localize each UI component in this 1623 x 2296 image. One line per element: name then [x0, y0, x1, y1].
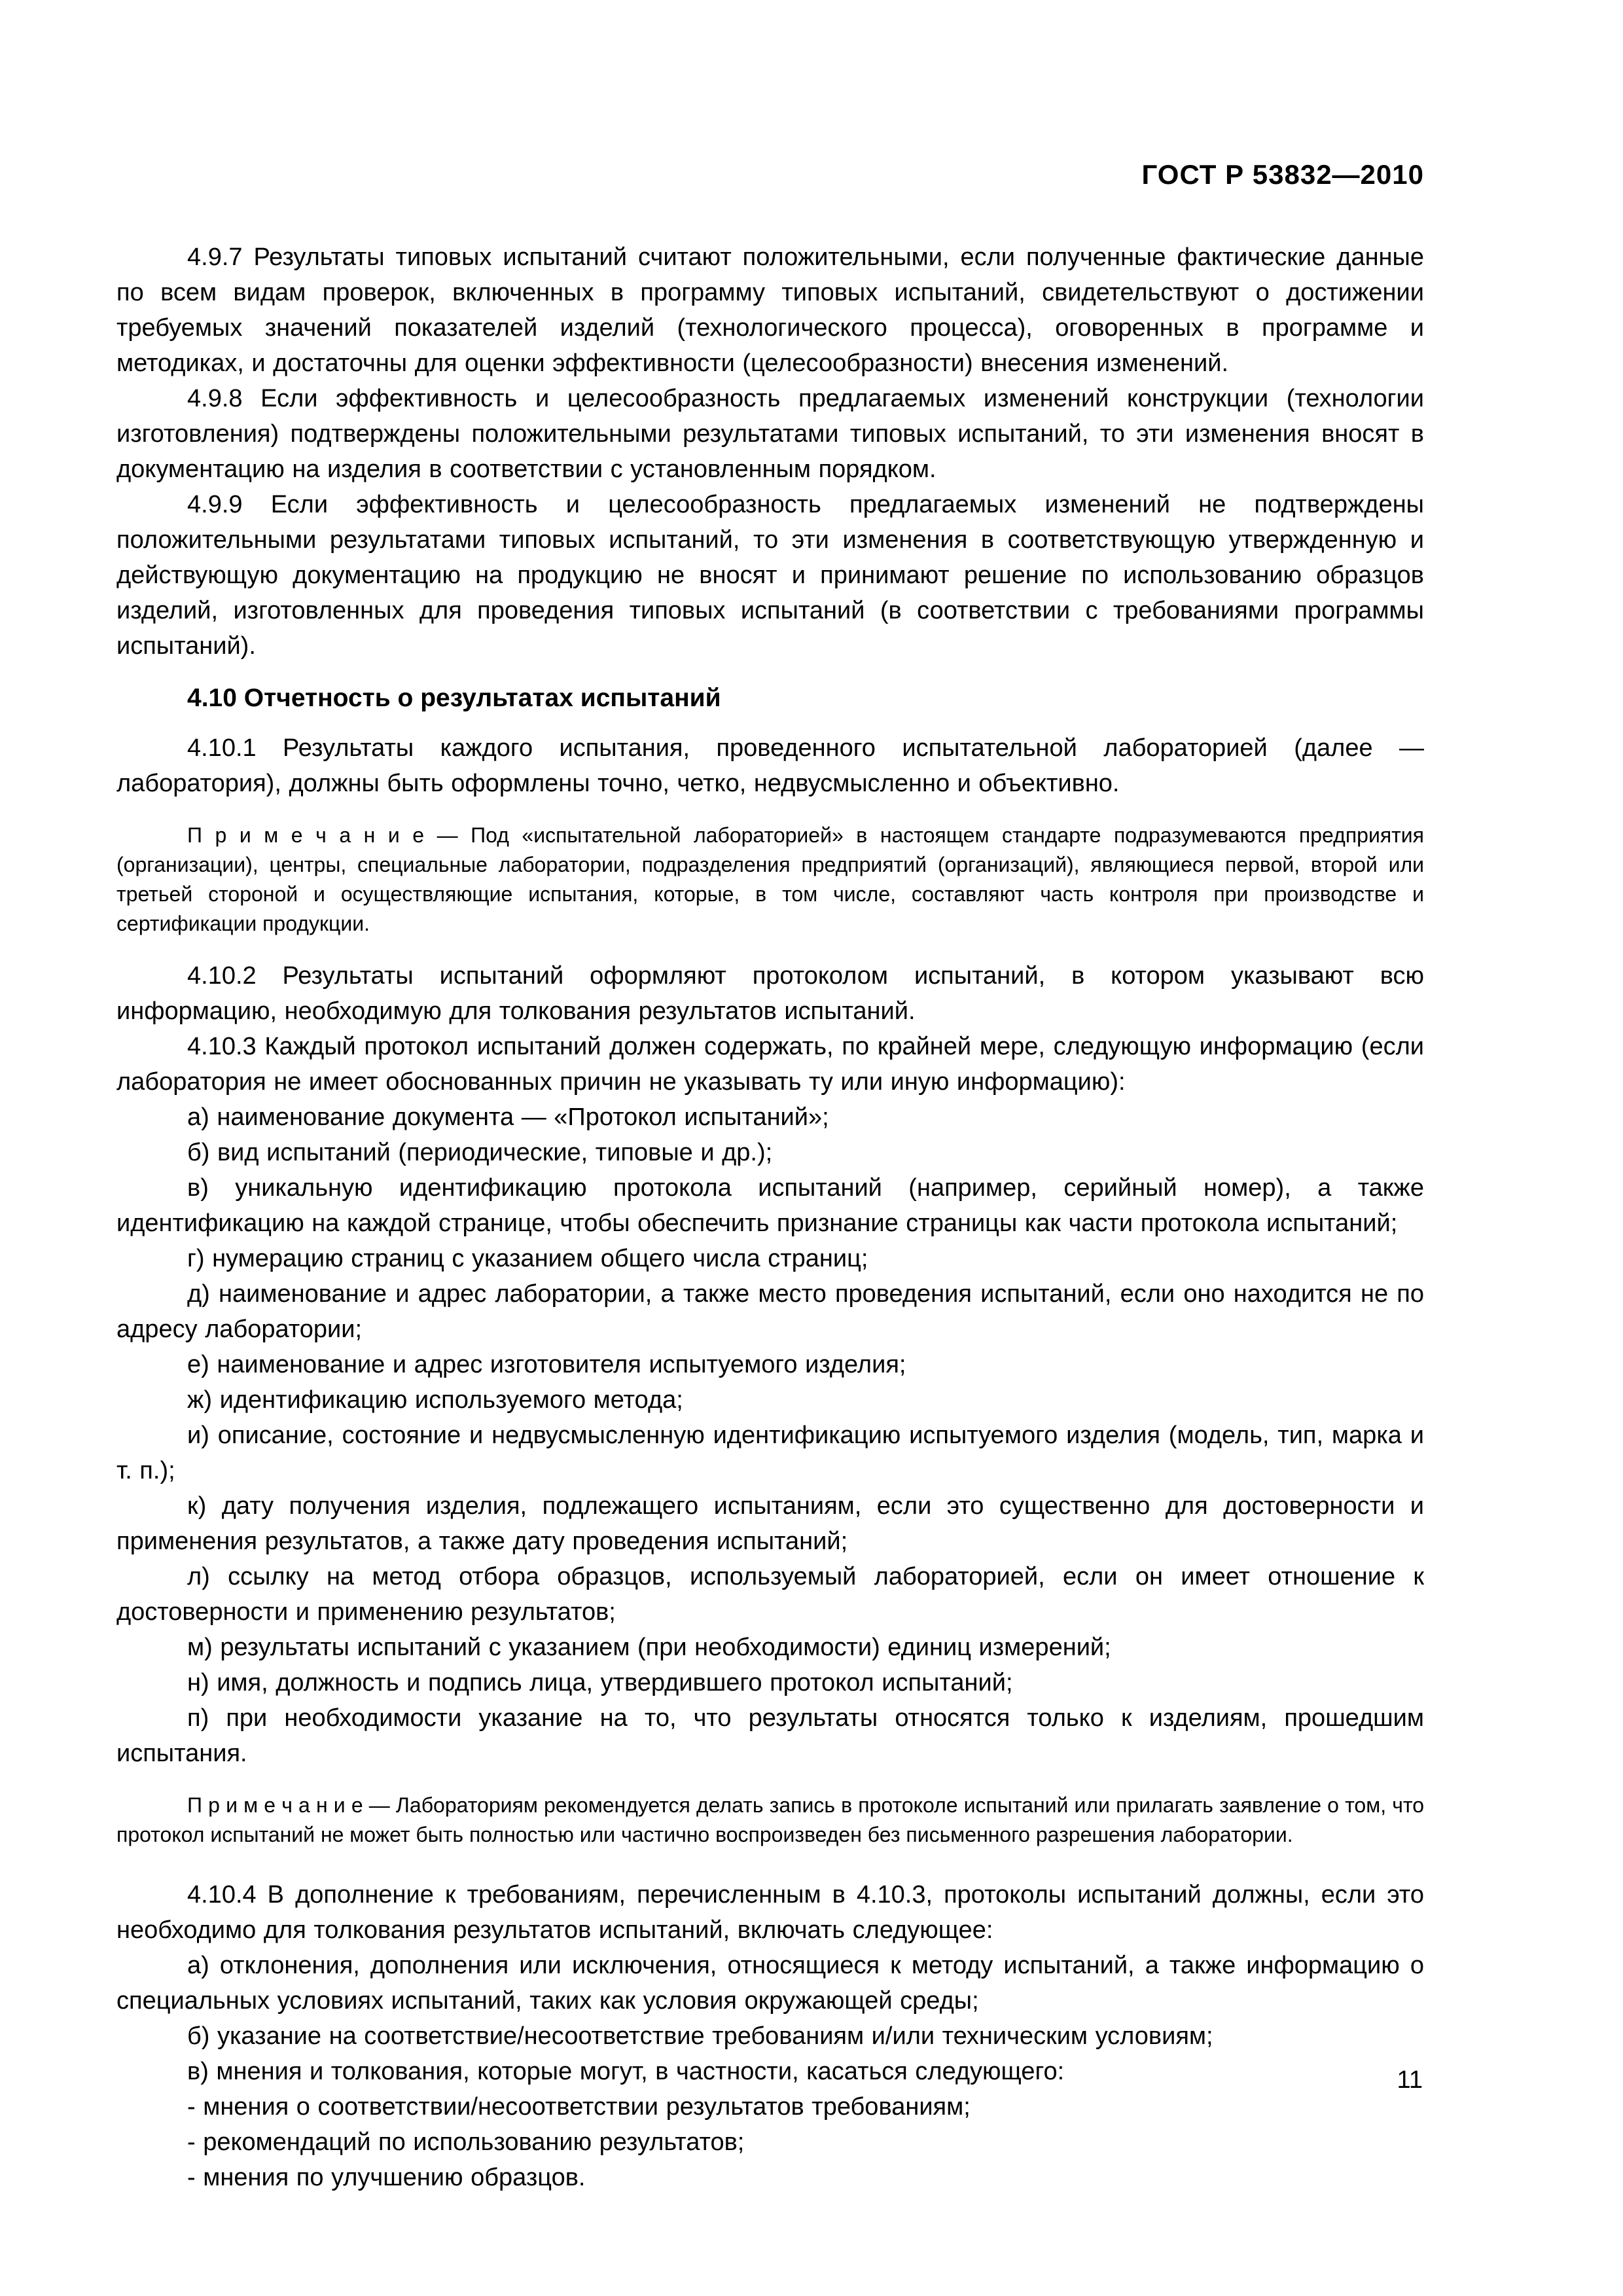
para-4-10-3: 4.10.3 Каждый протокол испытаний должен содержать, по крайней мере, следующую информацию (если лаборатория не имеет обоснованных причин не указывать ту или иную информацию): — [116, 1033, 1424, 1096]
list-item-4-10-3-p: п) при необходимости указание на то, что результаты относятся только к изделиям, прошедшим испытания. — [116, 1704, 1424, 1767]
list-item-4-10-3-k: к) дату получения изделия, подлежащего испытаниям, если это существенно для достоверности и применения результатов, а также дату проведения испытаний; — [116, 1492, 1424, 1555]
para-4-10-1: 4.10.1 Результаты каждого испытания, проведенного испытательной лабораторией (далее — лаборатория), должны быть оформлены точно, четко, недвусмысленно и объективно. — [116, 734, 1424, 797]
note-after-4-10-1: П р и м е ч а н и е — Под «испытательной лабораторией» в настоящем стандарте подразумеваются предприятия (организации), центры, специальные лаборатории, подразделения предприятий (организаций), являющиеся первой, второй или третьей стороной и осуществляющие испытания, которые, в том числе, составляют часть контроля при производстве и сертификации продукции. — [116, 823, 1424, 935]
para-4-10-2: 4.10.2 Результаты испытаний оформляют протоколом испытаний, в котором указывают всю информацию, необходимую для толкования результатов испытаний. — [116, 962, 1424, 1025]
page-number: 11 — [1397, 2066, 1423, 2094]
list-item-4-10-4-dash2: - рекомендаций по использованию результатов; — [187, 2128, 745, 2156]
running-header-doc-code: ГОСТ Р 53832—2010 — [1141, 159, 1424, 190]
list-item-4-10-4-dash3: - мнения по улучшению образцов. — [187, 2164, 586, 2191]
para-4-9-7: 4.9.7 Результаты типовых испытаний считают положительными, если полученные фактические данные по всем видам проверок, включенных в программу типовых испытаний, свидетельствуют о достижении требуемых значений показателей изделий (технологического процесса), оговоренных в программе и методиках, и достаточны для оценки эффективности (целесообразности) внесения изменений. — [116, 243, 1424, 377]
para-4-10-4: 4.10.4 В дополнение к требованиям, перечисленным в 4.10.3, протоколы испытаний должны, если это необходимо для толкования результатов испытаний, включать следующее: — [116, 1881, 1424, 1944]
para-4-9-9: 4.9.9 Если эффективность и целесообразность предлагаемых изменений не подтверждены положительными результатами типовых испытаний, то эти изменения в соответствующую утвержденную и действующую документацию на продукцию не вносят и принимают решение по использованию образцов изделий, изготовленных для проведения типовых испытаний (в соответствии с требованиями программы испытаний). — [116, 491, 1424, 660]
list-item-4-10-3-v: в) уникальную идентификацию протокола испытаний (например, серийный номер), а также идентификацию на каждой странице, чтобы обеспечить признание страницы как части протокола испытаний; — [116, 1174, 1424, 1237]
list-item-4-10-4-b: б) указание на соответствие/несоответствие требованиям и/или техническим условиям; — [187, 2022, 1213, 2050]
para-4-9-8: 4.9.8 Если эффективность и целесообразность предлагаемых изменений конструкции (технологии изготовления) подтверждены положительными результатами типовых испытаний, то эти изменения вносят в документацию на изделия в соответствии с установленным порядком. — [116, 385, 1424, 483]
list-item-4-10-3-m: м) результаты испытаний с указанием (при необходимости) единиц измерений; — [187, 1634, 1111, 1661]
list-item-4-10-3-zh: ж) идентификацию используемого метода; — [187, 1386, 683, 1414]
list-item-4-10-3-n: н) имя, должность и подпись лица, утвердившего протокол испытаний; — [187, 1669, 1013, 1696]
list-item-4-10-3-l: л) ссылку на метод отбора образцов, используемый лабораторией, если он имеет отношение к достоверности и применению результатов; — [116, 1563, 1424, 1626]
list-item-4-10-3-d: д) наименование и адрес лаборатории, а также место проведения испытаний, если оно находится не по адресу лаборатории; — [116, 1280, 1424, 1343]
list-item-4-10-3-i: и) описание, состояние и недвусмысленную идентификацию испытуемого изделия (модель, тип, марка и т. п.); — [116, 1422, 1424, 1484]
page-content — [116, 160, 1424, 2195]
list-item-4-10-3-e: е) наименование и адрес изготовителя испытуемого изделия; — [187, 1351, 906, 1378]
list-item-4-10-3-a: а) наименование документа — «Протокол испытаний»; — [187, 1103, 829, 1131]
list-item-4-10-4-v: в) мнения и толкования, которые могут, в частности, касаться следующего: — [187, 2058, 1065, 2085]
heading-4-10: 4.10 Отчетность о результатах испытаний — [187, 684, 721, 712]
list-item-4-10-3-g: г) нумерацию страниц с указанием общего числа страниц; — [187, 1245, 868, 1272]
list-item-4-10-4-a: а) отклонения, дополнения или исключения, относящиеся к методу испытаний, а также информацию о специальных условиях испытаний, таких как условия окружающей среды; — [116, 1952, 1424, 2015]
list-item-4-10-4-dash1: - мнения о соответствии/несоответствии результатов требованиям; — [187, 2093, 971, 2121]
note-after-4-10-3: П р и м е ч а н и е — Лабораториям рекомендуется делать запись в протоколе испытаний или прилагать заявление о том, что протокол испытаний не может быть полностью или частично воспроизведен без письменного разрешения лаборатории. — [116, 1793, 1424, 1846]
list-item-4-10-3-b: б) вид испытаний (периодические, типовые и др.); — [187, 1139, 773, 1166]
